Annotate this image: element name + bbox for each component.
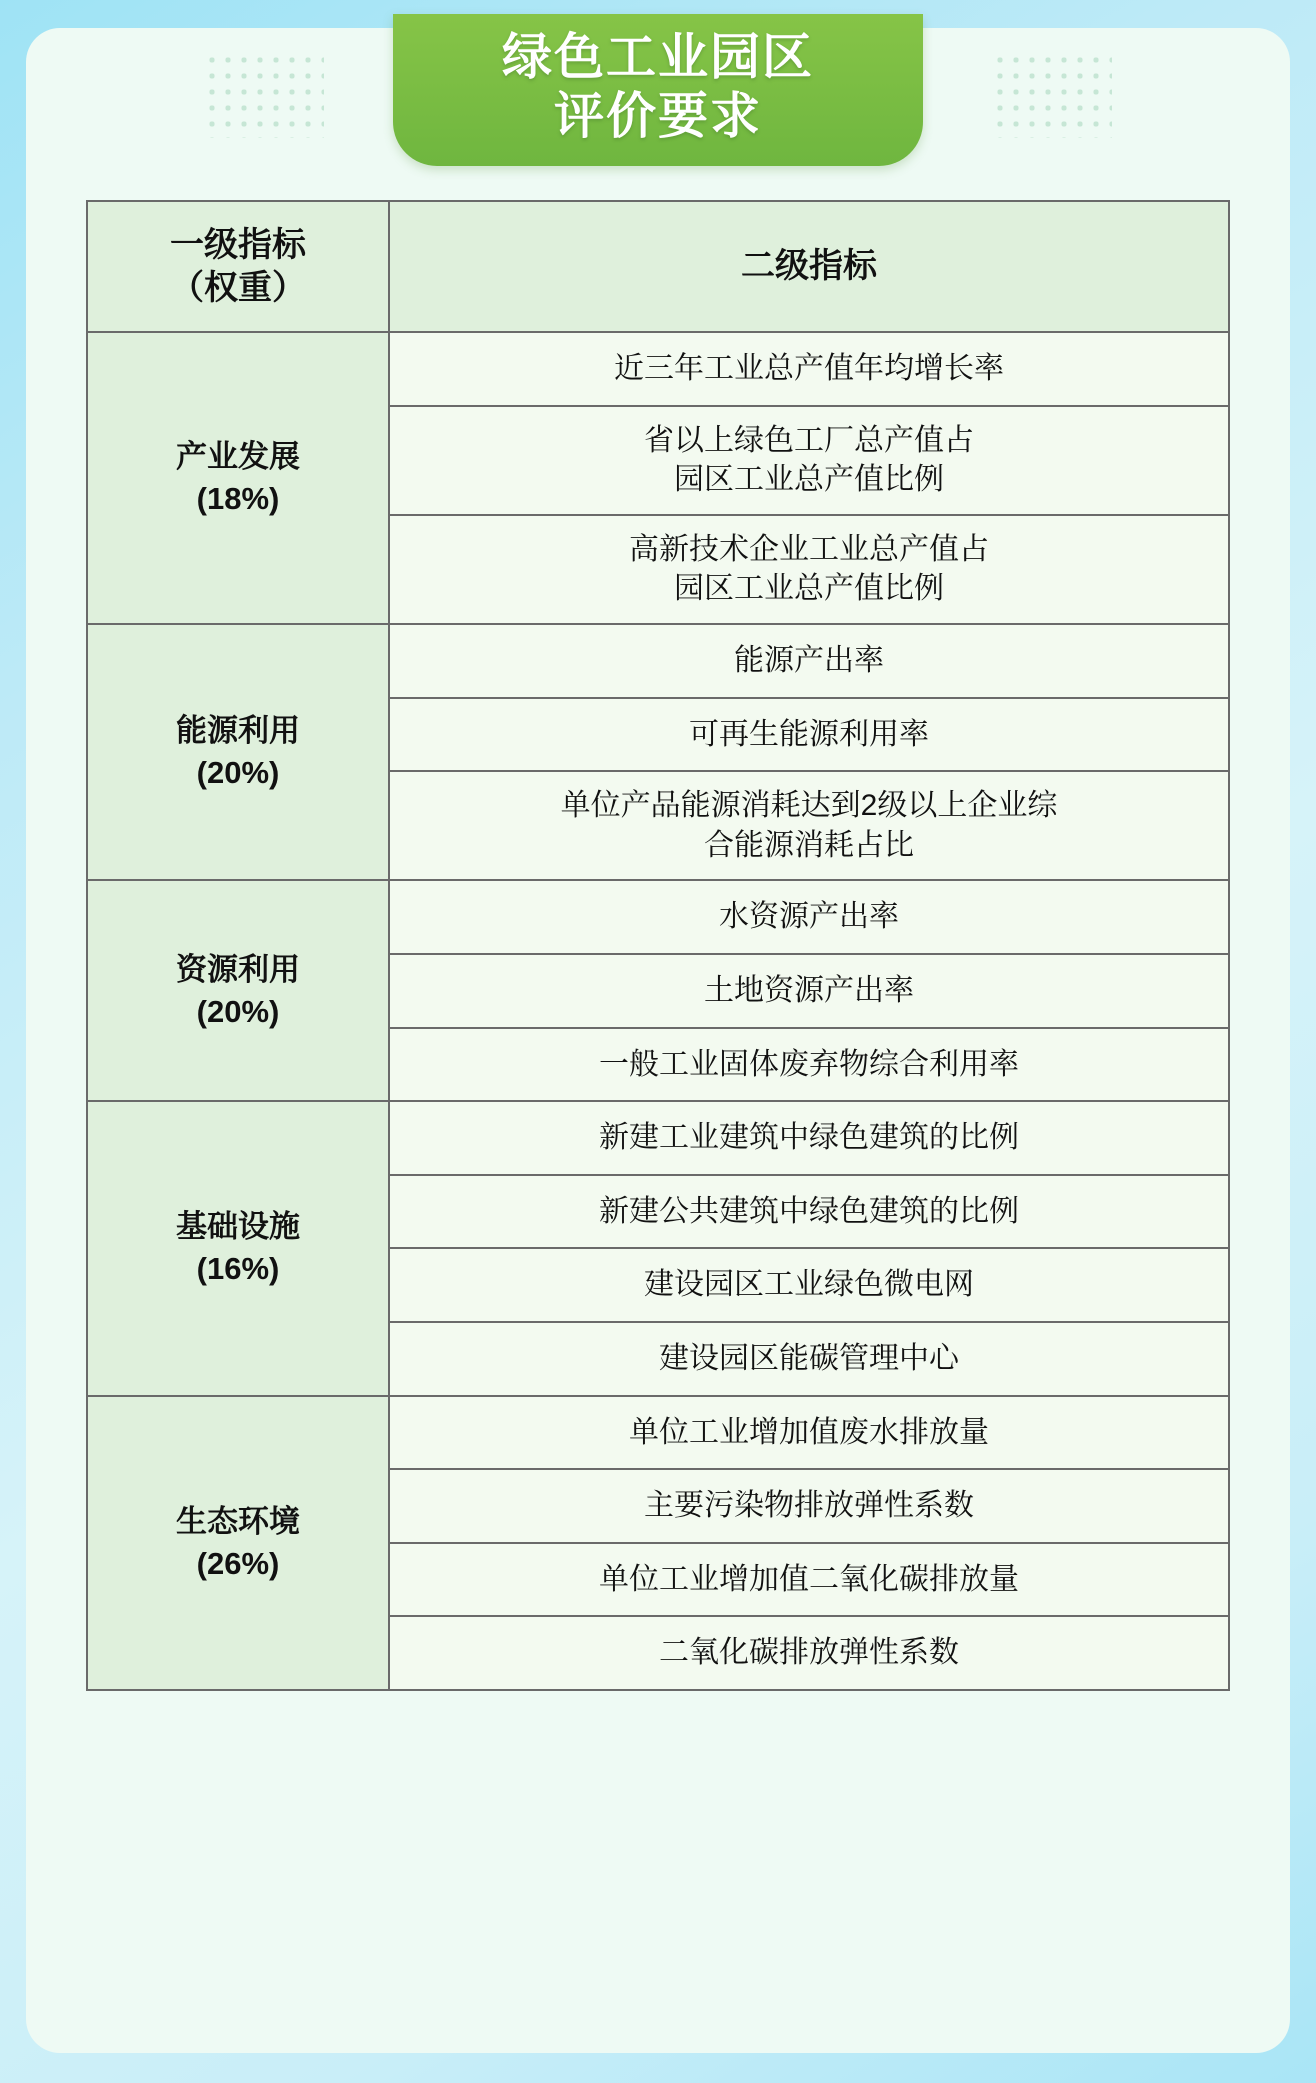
table-body — [87, 332, 1229, 1690]
table-row — [87, 332, 1229, 406]
level1-indicator-cell — [87, 624, 389, 880]
level1-indicator-cell — [87, 880, 389, 1101]
title-line-2: 评价要求 — [554, 88, 762, 144]
level1-indicator-weight: (18%) — [196, 480, 280, 516]
level2-indicator-cell: 二氧化碳排放弹性系数 — [389, 1616, 1229, 1690]
table-row — [87, 1396, 1229, 1470]
level2-indicator-cell: 单位产品能源消耗达到2级以上企业综 合能源消耗占比 — [389, 771, 1229, 880]
level1-indicator-weight: (20%) — [196, 993, 280, 1029]
level1-indicator-weight: (20%) — [196, 755, 280, 791]
header-level1 — [87, 201, 389, 332]
indicator-table — [86, 200, 1230, 1691]
title-banner — [393, 14, 923, 166]
level1-indicator-name: 生态环境 — [176, 1503, 300, 1539]
level1-indicator-cell — [87, 332, 389, 624]
level1-indicator-name: 基础设施 — [176, 1209, 300, 1245]
level2-indicator-cell: 单位工业增加值二氧化碳排放量 — [389, 1543, 1229, 1617]
header-level1-line2: （权重） — [170, 268, 306, 307]
level2-indicator-cell: 高新技术企业工业总产值占 园区工业总产值比例 — [389, 515, 1229, 624]
header-level1-line1: 一级指标 — [170, 226, 306, 264]
decorative-dots-left-icon — [204, 52, 324, 138]
level2-indicator-cell: 单位工业增加值废水排放量 — [389, 1396, 1229, 1470]
level2-indicator-cell: 新建工业建筑中绿色建筑的比例 — [389, 1101, 1229, 1175]
indicator-table-container — [86, 200, 1230, 1691]
level2-indicator-cell: 建设园区能碳管理中心 — [389, 1322, 1229, 1396]
header-level2: 二级指标 — [389, 201, 1229, 332]
level2-indicator-cell: 一般工业固体废弃物综合利用率 — [389, 1028, 1229, 1102]
level1-indicator-name: 产业发展 — [176, 439, 300, 475]
level2-indicator-cell: 主要污染物排放弹性系数 — [389, 1469, 1229, 1543]
level1-indicator-weight: (26%) — [196, 1545, 280, 1581]
level1-indicator-cell — [87, 1396, 389, 1690]
content-card — [26, 28, 1290, 2053]
level1-indicator-weight: (16%) — [196, 1251, 280, 1287]
decorative-dots-right-icon — [992, 52, 1112, 138]
table-row — [87, 624, 1229, 698]
level1-indicator-name: 能源利用 — [176, 713, 300, 749]
table-row — [87, 880, 1229, 954]
level1-indicator-name: 资源利用 — [176, 951, 300, 987]
table-row — [87, 1101, 1229, 1175]
level2-indicator-cell: 省以上绿色工厂总产值占 园区工业总产值比例 — [389, 406, 1229, 515]
level2-indicator-cell: 土地资源产出率 — [389, 954, 1229, 1028]
level2-indicator-cell: 近三年工业总产值年均增长率 — [389, 332, 1229, 406]
title-line-1: 绿色工业园区 — [502, 29, 814, 85]
level2-indicator-cell: 新建公共建筑中绿色建筑的比例 — [389, 1175, 1229, 1249]
level2-indicator-cell: 水资源产出率 — [389, 880, 1229, 954]
level1-indicator-cell — [87, 1101, 389, 1395]
level2-indicator-cell: 可再生能源利用率 — [389, 698, 1229, 772]
table-header-row — [87, 201, 1229, 332]
level2-indicator-cell: 建设园区工业绿色微电网 — [389, 1248, 1229, 1322]
level2-indicator-cell: 能源产出率 — [389, 624, 1229, 698]
